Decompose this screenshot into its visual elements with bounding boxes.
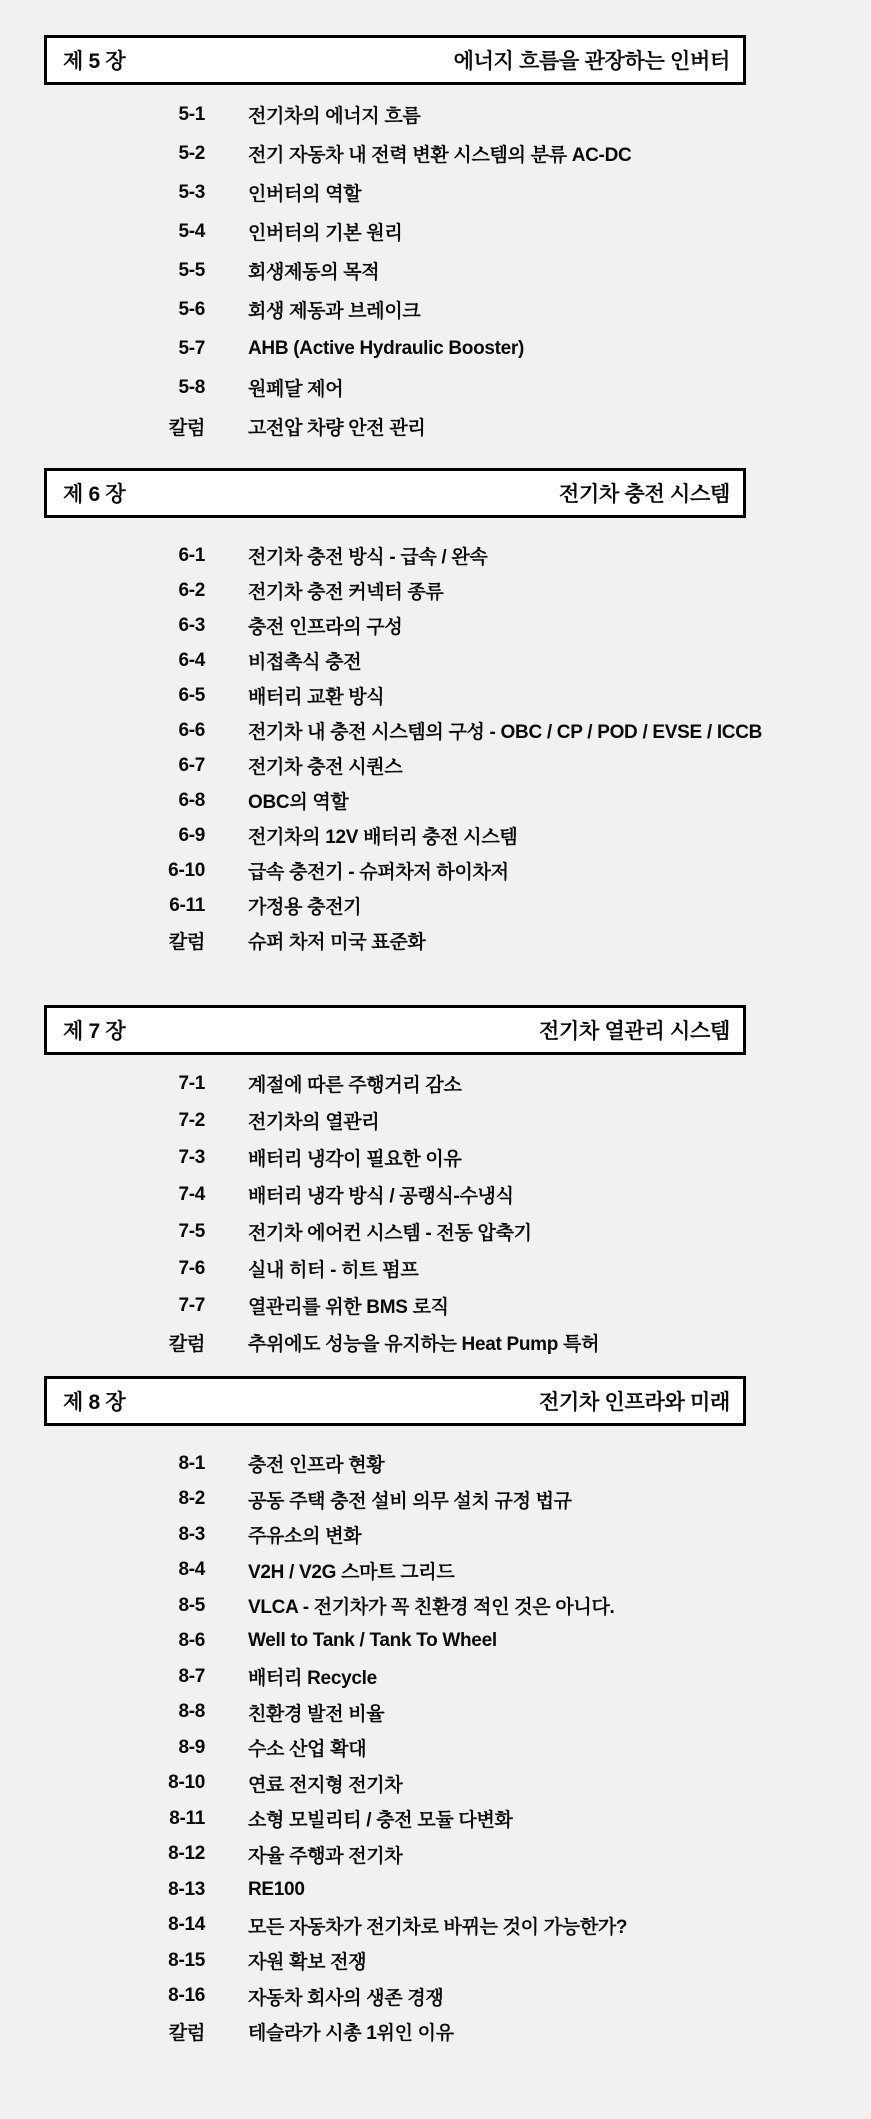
toc-item-number: 8-16 bbox=[168, 1985, 205, 2007]
toc-item-number: 칼럼 bbox=[168, 932, 205, 953]
toc-row bbox=[0, 1446, 871, 1482]
toc-item-title: 전기차의 에너지 흐름 bbox=[248, 106, 421, 127]
chapter-header bbox=[44, 1376, 746, 1426]
toc-item-title: 전기차 내 충전 시스템의 구성 - OBC / CP / POD / EVSE / ICCB bbox=[248, 722, 763, 743]
toc-item-number: 8-4 bbox=[178, 1559, 205, 1581]
toc-item-title: 자율 주행과 전기차 bbox=[248, 1845, 403, 1867]
toc-row bbox=[0, 1250, 871, 1287]
toc-row bbox=[0, 538, 871, 573]
toc-row bbox=[0, 1176, 871, 1213]
toc-row bbox=[0, 1482, 871, 1518]
toc-item-number: 8-12 bbox=[168, 1843, 205, 1865]
toc-item-title: 연료 전지형 전기차 bbox=[248, 1774, 403, 1796]
toc-item-title: 배터리 냉각이 필요한 이유 bbox=[248, 1149, 462, 1170]
toc-item-number: 5-8 bbox=[178, 376, 205, 398]
toc-row bbox=[0, 1659, 871, 1695]
toc-row bbox=[0, 173, 871, 212]
toc-row bbox=[0, 1213, 871, 1250]
toc-item-title: 전기차의 12V 배터리 충전 시스템 bbox=[248, 827, 518, 848]
toc-item-title: 수소 산업 확대 bbox=[248, 1739, 367, 1761]
toc-item-title: 전기차의 열관리 bbox=[248, 1112, 380, 1133]
chapter-section bbox=[0, 468, 871, 958]
toc-row bbox=[0, 290, 871, 329]
toc-item-title: 원페달 제어 bbox=[248, 379, 344, 400]
toc-row bbox=[0, 329, 871, 368]
toc-row bbox=[0, 407, 871, 446]
toc-item-number: 8-9 bbox=[178, 1736, 205, 1758]
toc-item-number: 칼럼 bbox=[168, 2023, 205, 2045]
toc-item-title: 친환경 발전 비율 bbox=[248, 1703, 385, 1725]
toc-item-title: 계절에 따른 주행거리 감소 bbox=[248, 1075, 462, 1096]
toc-row bbox=[0, 1979, 871, 2015]
toc-row bbox=[0, 888, 871, 923]
toc-item-title: 소형 모빌리티 / 충전 모듈 다변화 bbox=[248, 1810, 513, 1832]
toc-item-number: 5-6 bbox=[178, 298, 205, 320]
toc-row bbox=[0, 1695, 871, 1731]
toc-item-number: 8-13 bbox=[168, 1878, 205, 1900]
toc-item-title: 충전 인프라 현황 bbox=[248, 1455, 385, 1477]
chapter-section bbox=[0, 35, 871, 446]
chapter-item-list bbox=[0, 1065, 871, 1361]
toc-item-number: 8-14 bbox=[168, 1914, 205, 1936]
toc-row bbox=[0, 643, 871, 678]
toc-item-title: AHB (Active Hydraulic Booster) bbox=[248, 337, 525, 359]
toc-item-title: V2H / V2G 스마트 그리드 bbox=[248, 1561, 455, 1583]
toc-item-title: 전기차 충전 방식 - 급속 / 완속 bbox=[248, 547, 488, 568]
toc-item-title: 열관리를 위한 BMS 로직 bbox=[248, 1297, 449, 1318]
toc-row bbox=[0, 95, 871, 134]
toc-item-title: 전기 자동차 내 전력 변환 시스템의 분류 AC-DC bbox=[248, 145, 632, 166]
toc-item-number: 8-5 bbox=[178, 1594, 205, 1616]
toc-item-number: 칼럼 bbox=[168, 1334, 205, 1355]
toc-item-number: 7-1 bbox=[178, 1072, 205, 1094]
toc-item-number: 8-10 bbox=[168, 1772, 205, 1794]
toc-row bbox=[0, 1139, 871, 1176]
toc-item-number: 5-1 bbox=[178, 103, 205, 125]
toc-item-number: 5-7 bbox=[178, 337, 205, 359]
toc-item-title: 전기차 충전 커넥터 종류 bbox=[248, 582, 444, 603]
toc-row bbox=[0, 1837, 871, 1873]
toc-row bbox=[0, 1287, 871, 1324]
toc-item-title: 전기차 에어컨 시스템 - 전동 압축기 bbox=[248, 1223, 532, 1244]
toc-row bbox=[0, 1801, 871, 1837]
toc-item-title: 추위에도 성능을 유지하는 Heat Pump 특허 bbox=[248, 1334, 600, 1355]
chapter-title: 전기차 인프라와 미래 bbox=[539, 1391, 730, 1414]
chapter-item-list bbox=[0, 95, 871, 446]
chapter-label: 제 7 장 bbox=[63, 1020, 126, 1043]
toc-row bbox=[0, 1102, 871, 1139]
toc-item-title: VLCA - 전기차가 꼭 친환경 적인 것은 아니다. bbox=[248, 1597, 615, 1619]
toc-row bbox=[0, 1065, 871, 1102]
toc-item-number: 7-6 bbox=[178, 1257, 205, 1279]
chapter-title: 전기차 열관리 시스템 bbox=[539, 1020, 730, 1043]
toc-item-title: OBC의 역할 bbox=[248, 792, 349, 813]
toc-row bbox=[0, 783, 871, 818]
toc-row bbox=[0, 923, 871, 958]
toc-item-number: 8-11 bbox=[169, 1807, 205, 1829]
toc-item-title: 테슬라가 시총 1위인 이유 bbox=[248, 2023, 454, 2045]
chapter-header bbox=[44, 35, 746, 85]
chapter-section bbox=[0, 1005, 871, 1361]
toc-item-number: 6-1 bbox=[178, 544, 205, 566]
chapter-header bbox=[44, 1005, 746, 1055]
toc-item-number: 8-7 bbox=[178, 1665, 205, 1687]
toc-item-number: 6-9 bbox=[178, 824, 205, 846]
toc-item-number: 6-11 bbox=[169, 894, 205, 916]
toc-item-number: 8-6 bbox=[178, 1630, 205, 1652]
toc-item-title: 인버터의 기본 원리 bbox=[248, 223, 403, 244]
toc-item-number: 8-15 bbox=[168, 1949, 205, 1971]
toc-item-number: 6-10 bbox=[168, 859, 205, 881]
toc-item-title: 실내 히터 - 히트 펌프 bbox=[248, 1260, 419, 1281]
toc-item-title: 고전압 차량 안전 관리 bbox=[248, 418, 426, 439]
toc-item-title: 배터리 교환 방식 bbox=[248, 687, 385, 708]
toc-item-title: 자동차 회사의 생존 경쟁 bbox=[248, 1987, 444, 2009]
toc-item-number: 6-5 bbox=[178, 684, 205, 706]
toc-item-number: 6-2 bbox=[178, 579, 205, 601]
chapter-title: 에너지 흐름을 관장하는 인버터 bbox=[453, 50, 730, 73]
toc-row bbox=[0, 212, 871, 251]
chapter-label: 제 6 장 bbox=[63, 483, 126, 506]
toc-item-title: 자원 확보 전쟁 bbox=[248, 1952, 367, 1974]
toc-row bbox=[0, 678, 871, 713]
toc-row bbox=[0, 573, 871, 608]
toc-row bbox=[0, 1872, 871, 1908]
chapter-label: 제 5 장 bbox=[63, 50, 126, 73]
toc-item-title: 배터리 냉각 방식 / 공랭식-수냉식 bbox=[248, 1186, 514, 1207]
toc-item-title: 인버터의 역할 bbox=[248, 184, 362, 205]
chapter-item-list bbox=[0, 538, 871, 958]
chapter-title: 전기차 충전 시스템 bbox=[559, 483, 730, 506]
toc-item-title: 주유소의 변화 bbox=[248, 1526, 362, 1548]
toc-item-number: 7-4 bbox=[178, 1183, 205, 1205]
toc-item-number: 8-1 bbox=[178, 1452, 205, 1474]
toc-item-title: Well to Tank / Tank To Wheel bbox=[248, 1630, 497, 1652]
toc-item-number: 6-3 bbox=[178, 614, 205, 636]
chapter-header bbox=[44, 468, 746, 518]
toc-row bbox=[0, 368, 871, 407]
toc-item-number: 5-4 bbox=[178, 220, 205, 242]
toc-row bbox=[0, 2014, 871, 2050]
toc-item-title: 비접촉식 충전 bbox=[248, 652, 362, 673]
toc-row bbox=[0, 251, 871, 290]
toc-item-number: 6-6 bbox=[178, 719, 205, 741]
toc-item-title: 전기차 충전 시퀀스 bbox=[248, 757, 403, 778]
toc-row bbox=[0, 853, 871, 888]
toc-row bbox=[0, 134, 871, 173]
toc-row bbox=[0, 818, 871, 853]
toc-item-title: RE100 bbox=[248, 1878, 305, 1900]
toc-row bbox=[0, 1730, 871, 1766]
toc-item-number: 8-3 bbox=[178, 1523, 205, 1545]
toc-item-number: 칼럼 bbox=[168, 418, 205, 439]
toc-item-title: 모든 자동차가 전기차로 바뀌는 것이 가능한가? bbox=[248, 1916, 628, 1938]
toc-item-number: 7-2 bbox=[178, 1109, 205, 1131]
toc-item-title: 회생 제동과 브레이크 bbox=[248, 301, 421, 322]
chapter-label: 제 8 장 bbox=[63, 1391, 126, 1414]
toc-item-number: 7-5 bbox=[178, 1220, 205, 1242]
toc-row bbox=[0, 713, 871, 748]
toc-row bbox=[0, 1766, 871, 1802]
toc-item-title: 급속 충전기 - 슈퍼차저 하이차저 bbox=[248, 862, 509, 883]
toc-item-number: 7-7 bbox=[178, 1294, 205, 1316]
toc-row bbox=[0, 748, 871, 783]
toc-item-number: 8-2 bbox=[178, 1488, 205, 1510]
toc-item-number: 6-8 bbox=[178, 789, 205, 811]
toc-row bbox=[0, 1943, 871, 1979]
toc-row bbox=[0, 1517, 871, 1553]
toc-row bbox=[0, 608, 871, 643]
toc-item-number: 5-5 bbox=[178, 259, 205, 281]
toc-row bbox=[0, 1908, 871, 1944]
toc-row bbox=[0, 1324, 871, 1361]
toc-row bbox=[0, 1553, 871, 1589]
toc-row bbox=[0, 1624, 871, 1660]
toc-item-title: 충전 인프라의 구성 bbox=[248, 617, 403, 638]
toc-item-title: 회생제동의 목적 bbox=[248, 262, 380, 283]
toc-item-title: 배터리 Recycle bbox=[248, 1668, 377, 1690]
toc-item-number: 5-3 bbox=[178, 181, 205, 203]
toc-item-title: 가정용 충전기 bbox=[248, 897, 362, 918]
toc-page bbox=[0, 35, 871, 2050]
toc-item-number: 6-4 bbox=[178, 649, 205, 671]
toc-item-number: 6-7 bbox=[178, 754, 205, 776]
toc-row bbox=[0, 1588, 871, 1624]
toc-item-number: 7-3 bbox=[178, 1146, 205, 1168]
toc-item-number: 5-2 bbox=[178, 142, 205, 164]
chapter-section bbox=[0, 1376, 871, 2050]
chapter-item-list bbox=[0, 1446, 871, 2050]
toc-item-title: 공동 주택 충전 설비 의무 설치 규정 법규 bbox=[248, 1490, 572, 1512]
toc-item-number: 8-8 bbox=[178, 1701, 205, 1723]
toc-item-title: 슈퍼 차저 미국 표준화 bbox=[248, 932, 426, 953]
